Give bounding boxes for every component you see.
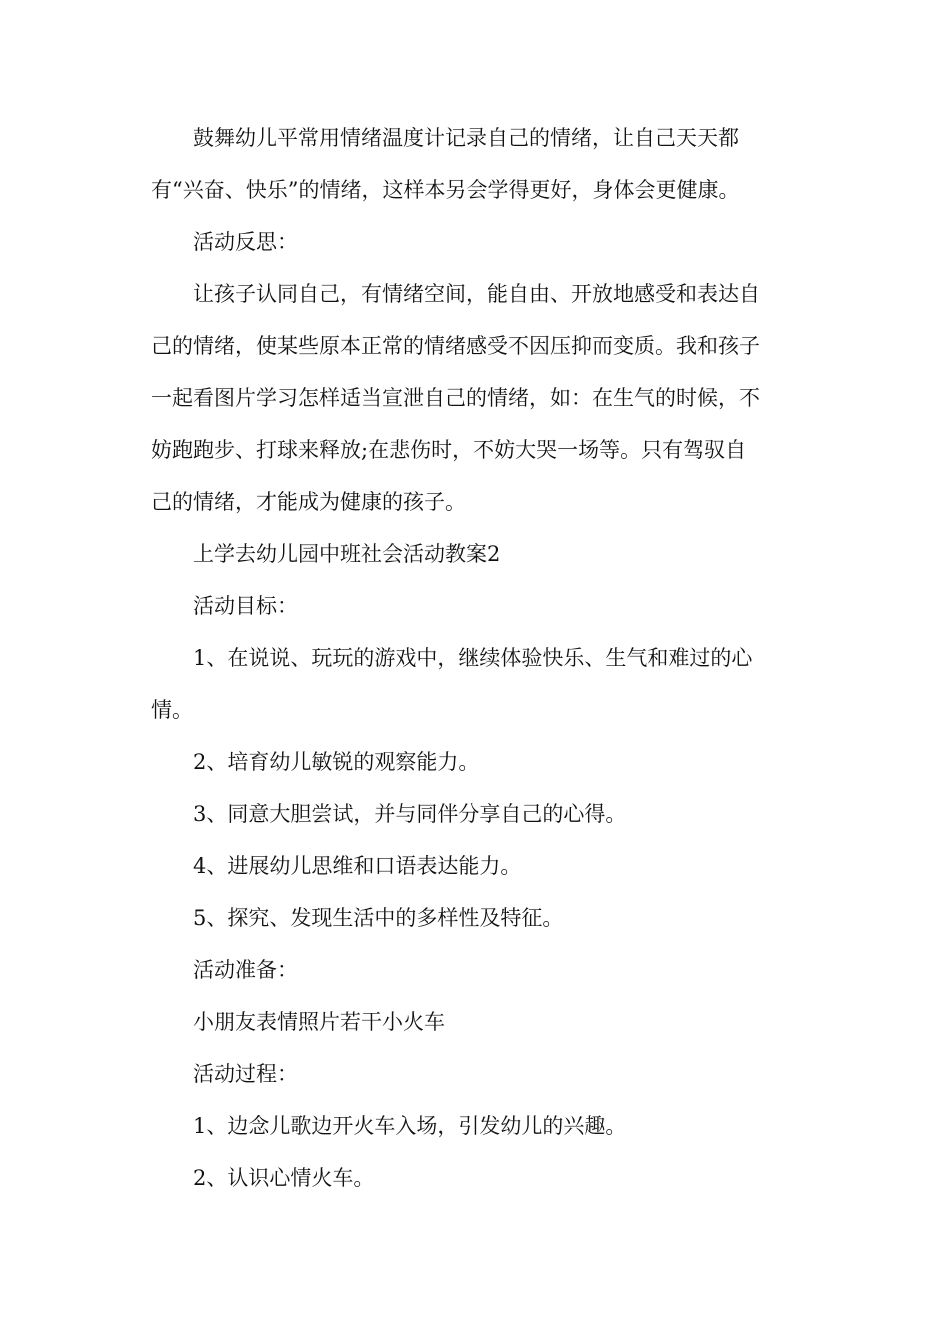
section-heading: 活动过程： bbox=[193, 1062, 298, 1086]
paragraph-line: 有“兴奋、快乐”的情绪，这样本另会学得更好，身体会更健康。 bbox=[151, 178, 740, 202]
list-item: 5、探究、发现生活中的多样性及特征。 bbox=[193, 906, 564, 930]
list-item: 1、边念儿歌边开火车入场，引发幼儿的兴趣。 bbox=[193, 1114, 627, 1138]
paragraph-line: 小朋友表情照片若干小火车 bbox=[193, 1010, 445, 1034]
document-title: 上学去幼儿园中班社会活动教案2 bbox=[193, 542, 501, 566]
list-item: 2、培育幼儿敏锐的观察能力。 bbox=[193, 750, 480, 774]
section-heading: 活动准备： bbox=[193, 958, 298, 982]
paragraph-line: 妨跑跑步、打球来释放;在悲伤时，不妨大哭一场等。只有驾驭自 bbox=[151, 438, 747, 462]
list-item: 3、同意大胆尝试，并与同伴分享自己的心得。 bbox=[193, 802, 627, 826]
paragraph-line: 己的情绪，才能成为健康的孩子。 bbox=[151, 490, 466, 514]
list-item-continuation: 情。 bbox=[151, 698, 193, 722]
paragraph-line: 一起看图片学习怎样适当宣泄自己的情绪，如：在生气的时候，不 bbox=[151, 386, 760, 410]
section-heading: 活动目标： bbox=[193, 594, 298, 618]
paragraph-line: 己的情绪，使某些原本正常的情绪感受不因压抑而变质。我和孩子 bbox=[151, 334, 760, 358]
section-heading: 活动反思： bbox=[193, 230, 298, 254]
list-item: 4、进展幼儿思维和口语表达能力。 bbox=[193, 854, 522, 878]
paragraph-line: 让孩子认同自己，有情绪空间，能自由、开放地感受和表达自 bbox=[193, 282, 760, 306]
paragraph-line: 鼓舞幼儿平常用情绪温度计记录自己的情绪，让自己天天都 bbox=[193, 126, 739, 150]
document-body bbox=[151, 112, 799, 1204]
list-item: 1、在说说、玩玩的游戏中，继续体验快乐、生气和难过的心 bbox=[193, 646, 753, 670]
list-item: 2、认识心情火车。 bbox=[193, 1166, 375, 1190]
